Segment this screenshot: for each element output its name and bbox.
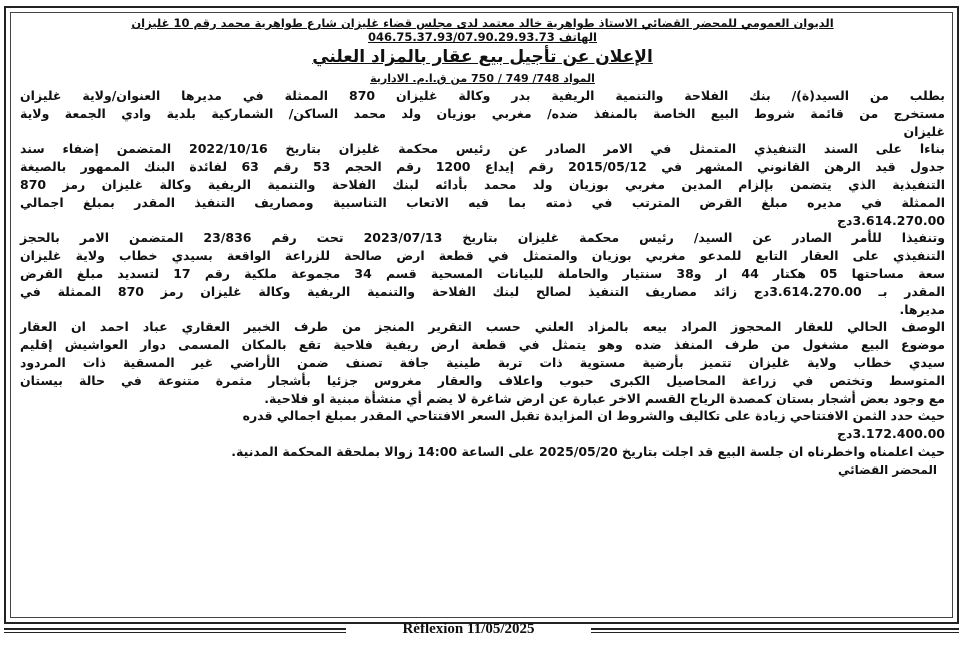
notice-title: الإعلان عن تأجيل بيع عقار بالمزاد العلني	[312, 47, 653, 67]
body-line: المتوسط وتختص في زراعة المحاصيل الكبرى حبوب واعلاف والعقار مغروس جزئيا بأشجار مثمرة متنوعة في حالة بيستان	[20, 372, 945, 388]
body-line: غليزان	[903, 123, 945, 139]
body-line: سعة مساحتها 05 هكتار 44 ار و38 سنتيار والحاملة للبيانات المسحية قسم 34 مجموعة ملكية رقم 17 لتسديد مبلغ القرض	[20, 265, 945, 281]
bailiff-office-header: الديوان العمومي للمحضر القضائي الاستاذ طواهرية خالد معتمد لدى مجلس قضاء غليزان شارع طواهرية محمد رقم 10 غليزان	[131, 16, 834, 30]
body-line: وتنفيذا للأمر الصادر عن السيد/ رئيس محكمة غليزان بتاريخ 2023/07/13 تحت رقم 23/836 المتضمن الامر بالحجز	[20, 230, 945, 246]
body-line: حيث حدد الثمن الافتتاحي زيادة على تكاليف والشروط ان المزايدة تقبل السعر الافتتاحي المقدر بمبلغ اجمالي قدره	[242, 408, 945, 424]
sale-date-line: حيث اعلمناه واخطرناه ان جلسة البيع قد اجلت بتاريخ 2025/05/20 على الساعة 14:00 زوالا بملحقة المحكمة المدنية.	[231, 443, 945, 459]
debt-amount: 3.614.270.00دج	[837, 212, 945, 228]
body-line: الوصف الحالي للعقار المحجوز المراد بيعه بالمزاد العلني حسب التقرير المنجز من طرف الخبير العقاري عباد احمد ان العقار	[20, 319, 945, 335]
bailiff-signature: المحضر القضائي	[837, 462, 937, 477]
body-line: التنفيذية الذي يتضمن بإلزام المدين مغربي بوزيان ولد محمد بأدائه لبنك الفلاحة والتنمية الريفية وكالة غليزان رمز 870	[20, 176, 945, 192]
footer-rule-left	[4, 628, 346, 633]
legal-notice	[20, 16, 945, 479]
publication-credit: Réflexion 11/05/2025	[402, 621, 535, 637]
body-line: التنفيذي على العقار التابع للمدعو مغربي بوزيان والمتمثل في قطعة ارض صالحة للزراعة الواقعة بسيدي خطاب ولاية غليزان	[20, 248, 945, 264]
body-line: المقدر بـ 3.614.270.00دج زائد مصاريف التنفيذ لصالح لبنك الفلاحة والتنمية الريفية وكالة غليزان رمز 870 الممثلة في	[20, 283, 945, 299]
body-line: الممثلة في مديره مبلغ القرض المترتب في ذمته بما فيه الاتعاب التناسبية ومصاريف التنفيذ المقدر بمبلغ اجمالي	[20, 194, 945, 210]
body-line: جدول قيد الرهن القانوني المشهر في 2015/05/12 رقم إيداع 1200 رقم الحجم 53 رقم 63 لفائدة البنك الممهور بالصيغة	[20, 159, 945, 175]
body-line: بطلب من السيد(ة)/ بنك الفلاحة والتنمية الريفية بدر وكالة غليزان 870 الممثلة في مديرها العنوان/ولاية غليزان	[20, 88, 945, 103]
body-line: سيدي خطاب ولاية غليزان تتميز بأرضية مستوية ذات تربة طينية جافة تصنف ضمن الأراضي غير المسقية ذات المردود	[20, 354, 945, 370]
legal-articles-reference: المواد 748/ 749 / 750 من ق.ا.م. الادارية	[370, 72, 595, 85]
footer-rule-right	[591, 628, 959, 633]
body-line: مع وجود بعض أشجار بستان كمصدة الرياح القسم الاخر عبارة عن ارض شاغرة لا يضم أي منشأة مبنية او فلاحية.	[264, 390, 945, 406]
body-line: مديرها.	[899, 301, 945, 317]
body-line: مستخرج من قائمة شروط البيع الخاصة بالمنفذ ضده/ مغربي بوزيان ولد محمد الساكن/ الشماركية بلدية وادي الجمعة ولاية	[20, 105, 945, 121]
opening-price-amount: 3.172.400.00دج	[837, 426, 945, 442]
phone-numbers: الهاتف 046.75.37.93/07.90.29.93.73	[367, 30, 597, 44]
body-line: موضوع البيع مشغول من طرف المنفذ ضده وهو يتمثل في قطعة ارض ريفية فلاحية تقع بالمكان المسمى دوار العواشيش إقليم	[20, 337, 945, 353]
notice-body	[20, 87, 945, 461]
body-line: بناءا على السند التنفيذي المتمثل في الامر الصادر عن رئيس محكمة غليزان بتاريخ 2022/10/16 المتضمن إضفاء سند	[20, 141, 946, 157]
